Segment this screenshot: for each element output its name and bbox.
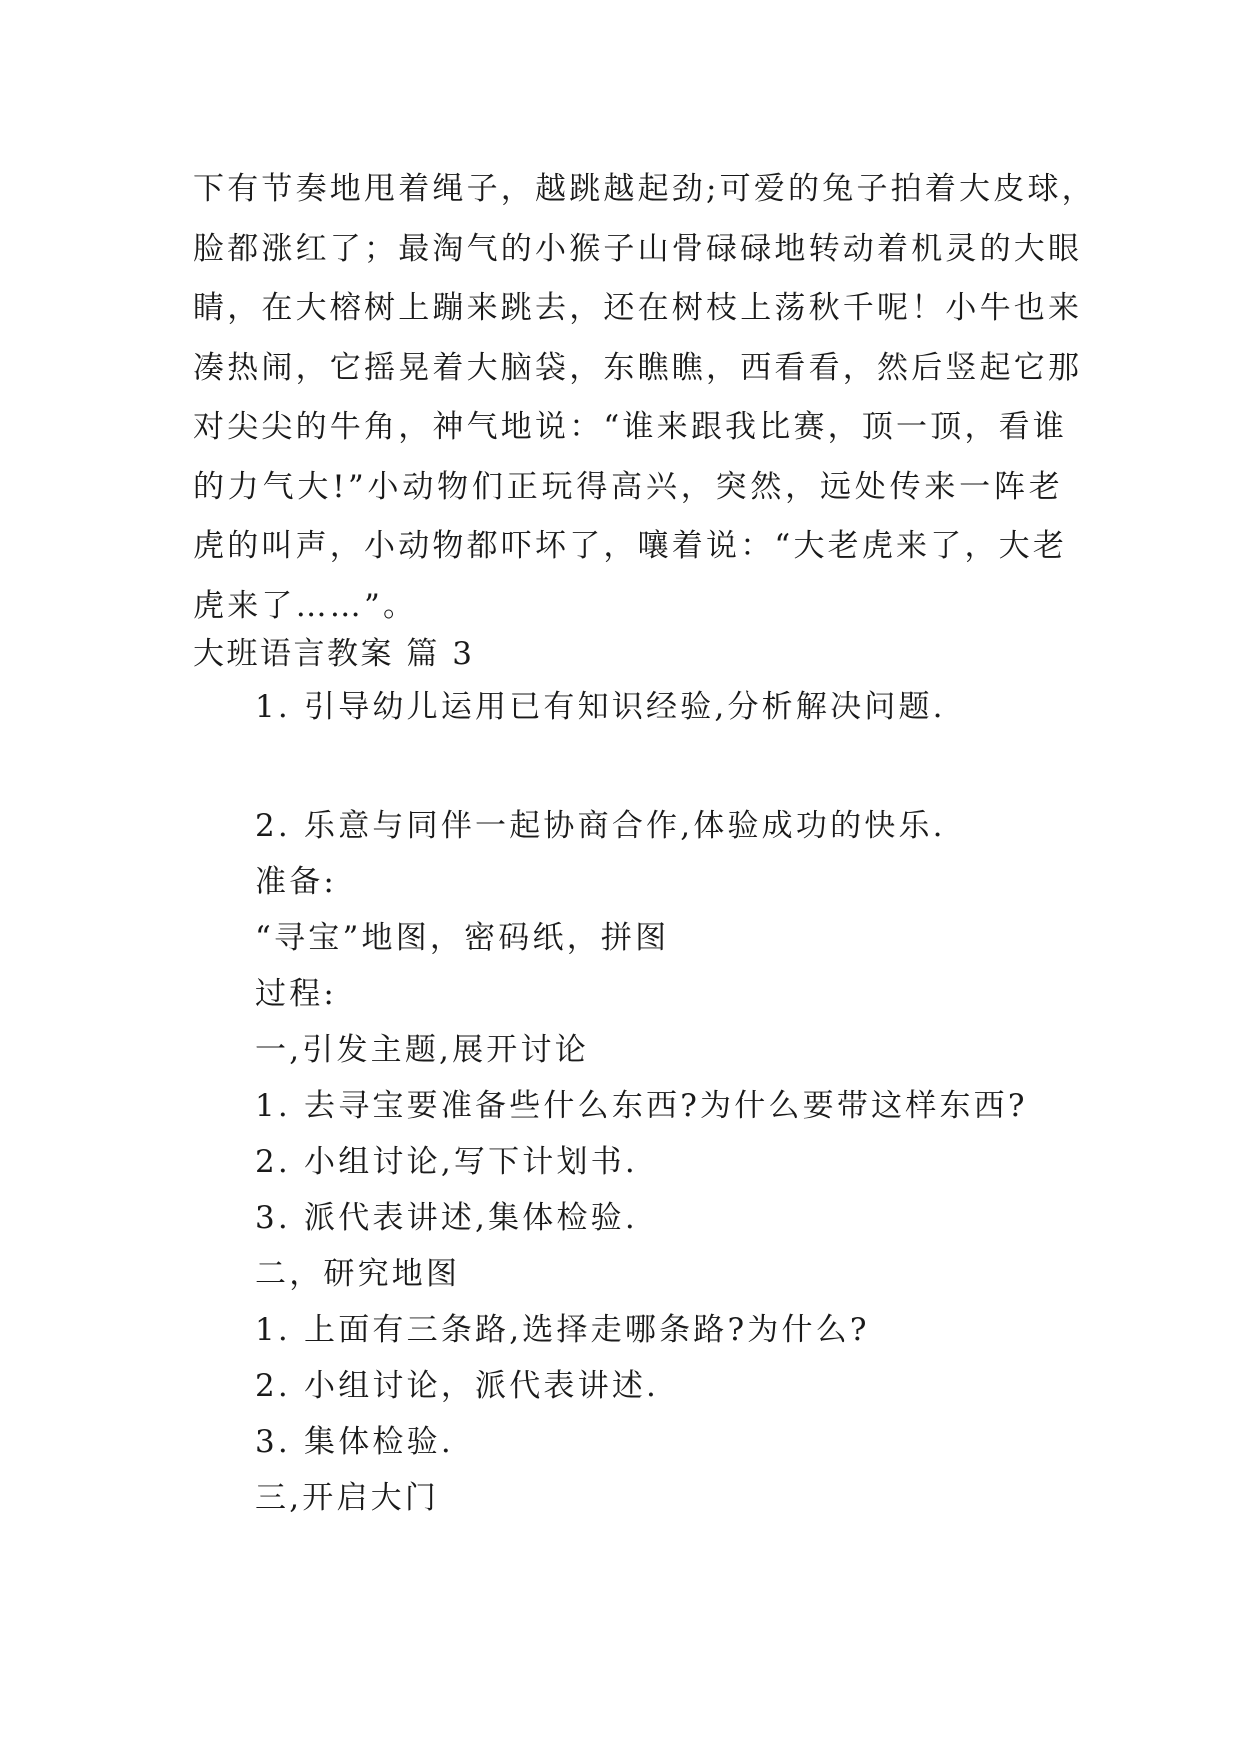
step-heading: 二，研究地图 bbox=[255, 1256, 461, 1292]
paragraph-line: 的力气大!”小动物们正玩得高兴，突然，远处传来一阵老 bbox=[193, 468, 1063, 505]
paragraph-line: 对尖尖的牛角，神气地说：“谁来跟我比赛，顶一顶，看谁 bbox=[193, 409, 1068, 445]
preparation-materials: “寻宝”地图，密码纸，拼图 bbox=[255, 920, 670, 956]
section-title: 大班语言教案 篇 3 bbox=[193, 636, 475, 672]
paragraph-line: 下有节奏地甩着绳子，越跳越起劲;可爱的兔子拍着大皮球， bbox=[193, 171, 1096, 207]
step-heading: 三,开启大门 bbox=[255, 1480, 440, 1516]
step-item: 1. 上面有三条路,选择走哪条路?为什么? bbox=[255, 1312, 870, 1348]
step-item: 3. 集体检验. bbox=[255, 1424, 454, 1460]
step-item: 1. 去寻宝要准备些什么东西?为什么要带这样东西? bbox=[255, 1088, 1028, 1124]
goal-item: 1. 引导幼儿运用已有知识经验,分析解决问题. bbox=[255, 689, 946, 725]
step-item: 2. 小组讨论，派代表讲述. bbox=[255, 1368, 660, 1404]
step-heading: 一,引发主题,展开讨论 bbox=[255, 1032, 589, 1068]
process-label: 过程: bbox=[255, 976, 338, 1012]
paragraph-line: 脸都涨红了；最淘气的小猴子山骨碌碌地转动着机灵的大眼 bbox=[193, 230, 1083, 267]
goal-item: 2. 乐意与同伴一起协商合作,体验成功的快乐. bbox=[255, 808, 946, 844]
step-item: 3. 派代表讲述,集体检验. bbox=[255, 1200, 638, 1236]
paragraph-line: 虎的叫声，小动物都吓坏了，嚷着说：“大老虎来了，大老 bbox=[193, 528, 1068, 564]
paragraph-line: 睛，在大榕树上蹦来跳去，还在树枝上荡秋千呢！小牛也来 bbox=[193, 290, 1083, 326]
story-paragraph bbox=[193, 160, 1096, 636]
paragraph-line: 凑热闹，它摇晃着大脑袋，东瞧瞧，西看看，然后竖起它那 bbox=[193, 349, 1083, 386]
preparation-label: 准备: bbox=[255, 864, 338, 900]
step-item: 2. 小组讨论,写下计划书. bbox=[255, 1144, 638, 1180]
paragraph-line: 虎来了……”。 bbox=[193, 587, 418, 624]
